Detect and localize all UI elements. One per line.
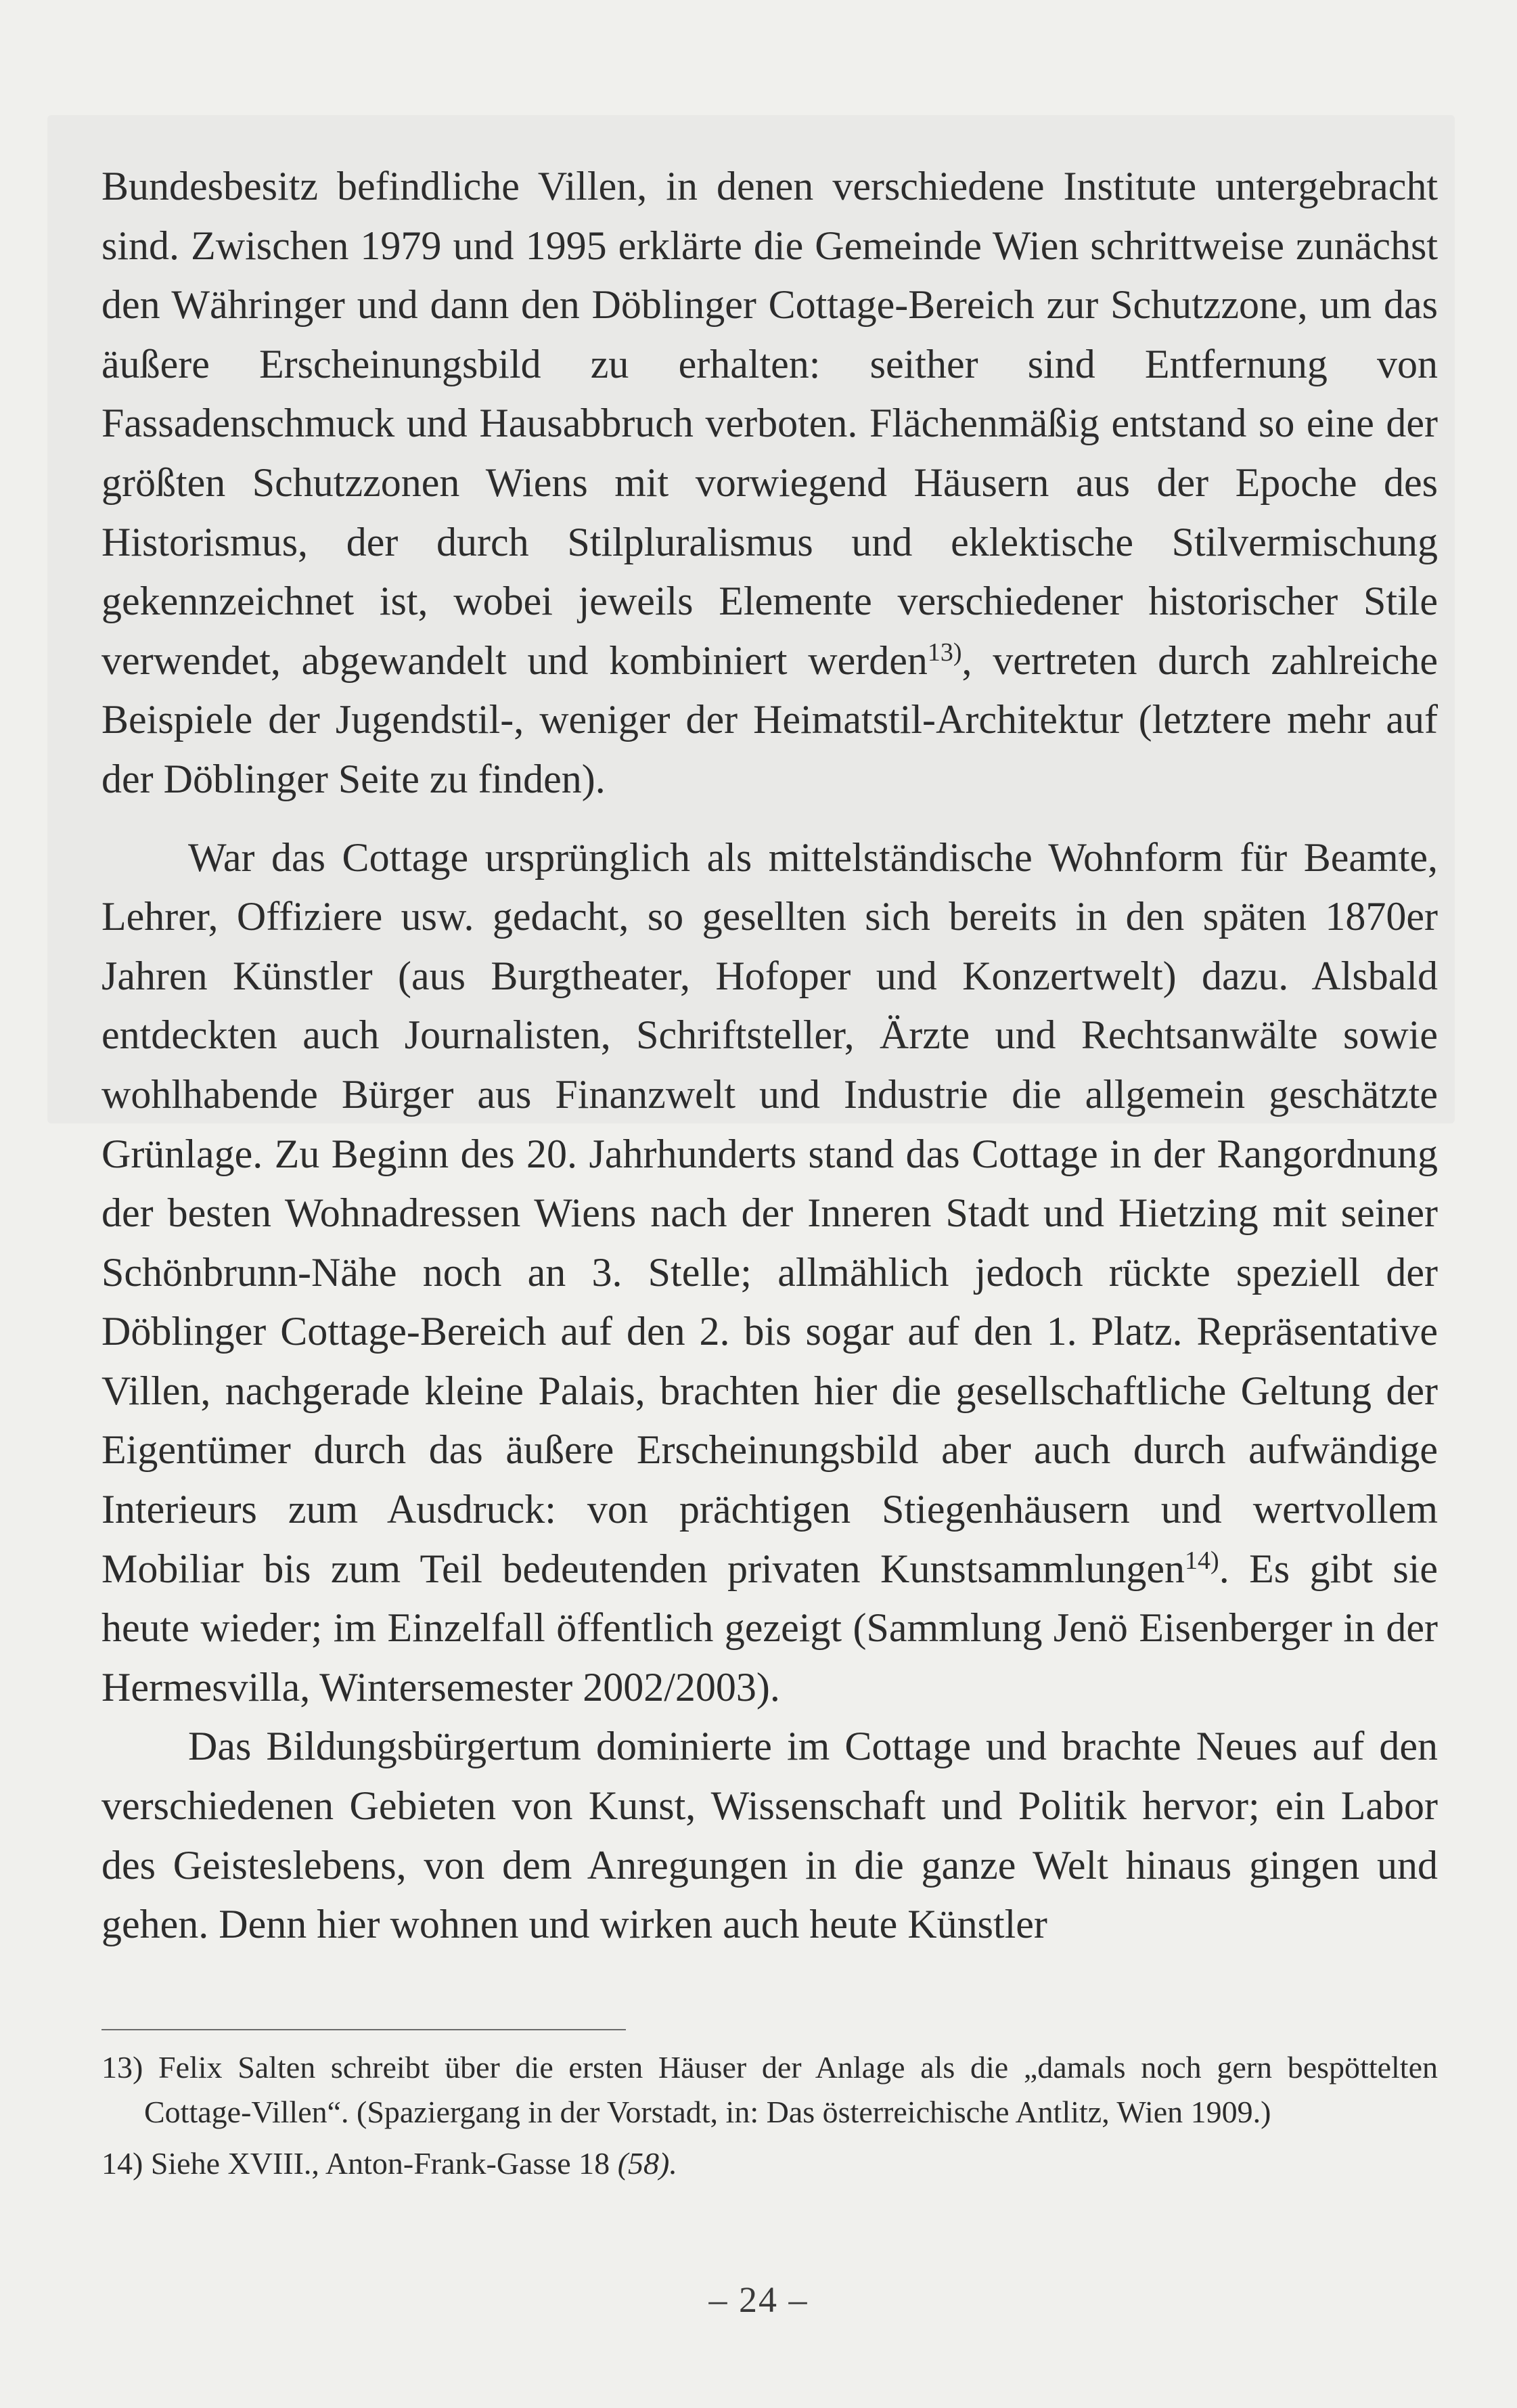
paragraph-1-text: Bundesbesitz befindliche Villen, in denen verschiedene Institute untergebracht sind. Zwischen 1979 und 1995 erklärte die Gemeinde Wien schrittweise zunächst den Währinger und dann den Döblinger Cottage-Bereich zur Schutzzone, um das äußere Erscheinungsbild zu erhalten: seither sind Entfernung von Fassadenschmuck und Hausabbruch verboten. Flächenmäßig entstand so eine der größten Schutzzonen Wiens mit vorwiegend Häusern aus der Epoche des Historismus, der durch Stilpluralismus und eklektische Stilvermischung gekennzeichnet ist, wobei jeweils Elemente verschiedener historischer Stile verwendet, abgewandelt und kombiniert werden (101, 164, 1438, 683)
footnotes (101, 2045, 1438, 2186)
paragraph-2-tail: . Es gibt sie heute wieder; im Einzelfall öffentlich gezeigt (Sammlung Jenö Eisenberger in der Hermesvilla, Wintersemester 2002/2003). (101, 1546, 1438, 1710)
footnote-14-text: 14) Siehe XVIII., Anton-Frank-Gasse 18 (101, 2146, 618, 2181)
paragraph-2-text: War das Cottage ursprünglich als mittelständische Wohnform für Beamte, Lehrer, Offiziere usw. gedacht, so gesellten sich bereits in den späten 1870er Jahren Künstler (aus Burgtheater, Hofoper und Konzertwelt) dazu. Alsbald entdeckten auch Journalisten, Schriftsteller, Ärzte und Rechtsanwälte sowie wohlhabende Bürger aus Finanzwelt und Industrie die allgemein geschätzte Grünlage. Zu Beginn des 20. Jahrhunderts stand das Cottage in der Rangordnung der besten Wohnadressen Wiens nach der Inneren Stadt und Hietzing mit seiner Schönbrunn-Nähe noch an 3. Stelle; allmählich jedoch rückte speziell der Döblinger Cottage-Bereich auf den 2. bis sogar auf den 1. Platz. Repräsentative Villen, nachgerade kleine Palais, brachten hier die gesellschaftliche Geltung der Eigentümer durch das äußere Erscheinungsbild aber auch durch aufwändige Interieurs zum Ausdruck: von prächtigen Stiegenhäusern und wertvollem Mobiliar bis zum Teil bedeutenden privaten Kunstsammlungen (101, 834, 1438, 1591)
paragraph-3 (101, 1717, 1438, 1954)
footnote-ref-14[interactable]: 14) (1185, 1546, 1219, 1575)
paragraph-1-tail: , vertreten durch zahlreiche Beispiele der Jugendstil-, weniger der Heimatstil-Architektur (letztere mehr auf der Döblinger Seite zu finden). (101, 638, 1438, 801)
footnote-14-ref: (58). (617, 2146, 677, 2181)
paragraph-3-text: Das Bildungsbürgertum dominierte im Cottage und brachte Neues auf den verschiedenen Gebieten von Kunst, Wissenschaft und Politik hervor; ein Labor des Geisteslebens, von dem Anregungen in die ganze Welt hinaus gingen und gehen. Denn hier wohnen und wirken auch heute Künstler (101, 1724, 1438, 1947)
footnote-divider (101, 2029, 626, 2030)
paragraph-2 (101, 828, 1438, 1718)
paragraph-1 (101, 157, 1438, 809)
footnote-ref-13[interactable]: 13) (927, 638, 962, 667)
page-number: – 24 – (708, 2279, 809, 2320)
main-text (101, 157, 1438, 1955)
footnote-14 (101, 2141, 1438, 2186)
footnote-13: 13) Felix Salten schreibt über die ersten Häuser der Anlage als die „damals noch gern bespöttelten Cottage-Villen“. (Spaziergang in der Vorstadt, in: Das österreichische Antlitz, Wien 1909.) (101, 2050, 1438, 2129)
